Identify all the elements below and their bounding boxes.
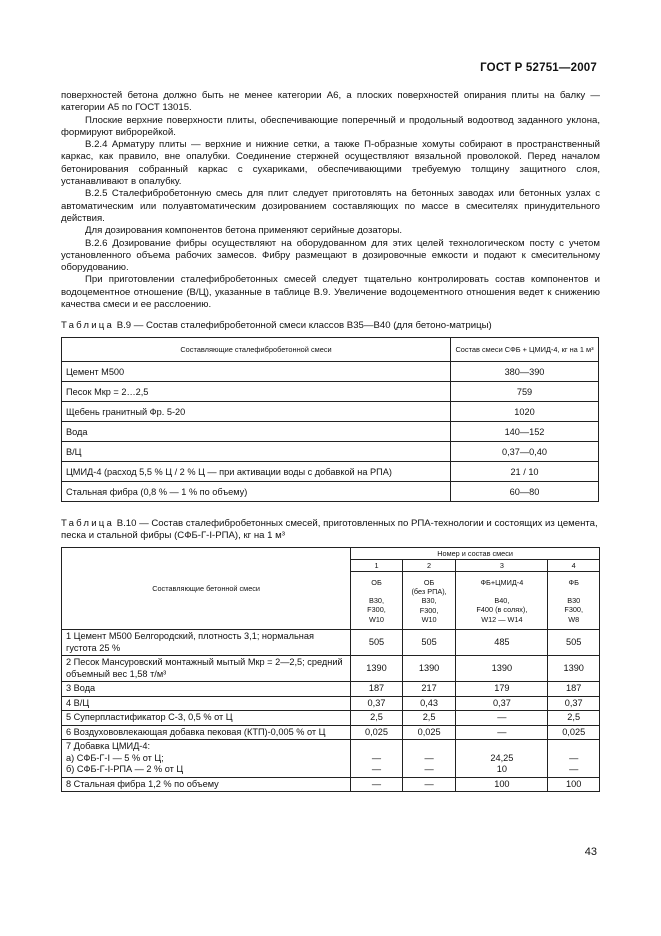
cell: 2,5	[402, 711, 456, 726]
cell	[402, 740, 456, 778]
table-row	[62, 362, 599, 382]
table10-caption-text: В.10 — Состав сталефибробетонных смесей, приготовленных по РПА-технологии и состоящих из цемента, песка и стальной фибры (СФБ-Г-I-РПА), кг на 1 м³	[61, 518, 598, 542]
column-description	[548, 572, 600, 630]
cell: 5 Суперпластификатор С-3, 0,5 % от Ц	[62, 711, 351, 726]
desc-line: F300,	[419, 605, 439, 615]
desc-line: F300,	[564, 605, 584, 615]
document-id-header: ГОСТ Р 52751—2007	[480, 62, 597, 74]
cell	[548, 740, 600, 778]
column-description	[456, 572, 548, 630]
desc-line: ФБ+ЦМИД-4	[480, 578, 524, 587]
desc-line: В30,	[368, 596, 384, 606]
cell: 2 Песок Мансуровский монтажный мытый Мкр = 2—2,5; средний объемный вес 1,58 т/м³	[62, 656, 351, 682]
paragraph: В.2.6 Дозирование фибры осуществляют на оборудованном для этих целей технологическом посту с учетом установленного объема рабочих замесов. Фибру размещают в дозировочные емкости и подают к смесительному оборудованию.	[61, 237, 600, 274]
cell: 0,025	[548, 725, 600, 740]
cell: 0,37	[456, 696, 548, 711]
desc-line: W12 — W14	[481, 614, 523, 624]
desc-line: W10	[421, 614, 437, 624]
table10-caption	[61, 518, 600, 543]
cell: 1390	[351, 656, 403, 682]
desc-line: ОБ	[371, 578, 382, 587]
paragraph: В.2.5 Сталефибробетонную смесь для плит следует приготовлять на бетонных заводах или бетонных узлах с автоматическим или полуавтоматическим дозированием составляющих по массе в смесителях принудительного действия.	[61, 188, 600, 224]
desc-line: F300,	[367, 605, 386, 615]
table-label: Таблица	[61, 518, 115, 529]
cell: 1390	[548, 656, 600, 682]
cell: 1 Цемент М500 Белгородский, плотность 3,1; нормальная густота 25 %	[62, 630, 351, 656]
column-number: 4	[548, 560, 600, 572]
cell: —	[456, 711, 548, 726]
paragraph: Для дозирования компонентов бетона применяют серийные дозаторы.	[85, 225, 403, 237]
value: 10	[496, 764, 507, 775]
desc-line: В30,	[421, 596, 437, 606]
body-text	[61, 90, 600, 311]
cell: Цемент М500	[62, 362, 451, 382]
value: —	[569, 752, 579, 763]
cell: Песок Мкр = 2…2,5	[62, 382, 451, 402]
table-b10	[61, 547, 600, 792]
cell: Щебень гранитный Фр. 5-20	[62, 402, 451, 422]
cell: 2,5	[351, 711, 403, 726]
table-b9	[61, 337, 599, 502]
cell: 505	[548, 630, 600, 656]
cell: 380—390	[451, 362, 599, 382]
desc-line: W8	[568, 614, 580, 624]
cell: 505	[351, 630, 403, 656]
value: —	[424, 764, 434, 775]
table-row	[62, 382, 599, 402]
table-row	[62, 656, 600, 682]
cell: 100	[548, 777, 600, 792]
value: —	[371, 764, 382, 775]
cell	[62, 740, 351, 778]
row-subitem: б) СФБ-Г-I-РПА — 2 % от Ц	[66, 764, 184, 775]
cell: ЦМИД-4 (расход 5,5 % Ц / 2 % Ц — при активации воды с добавкой на РПА)	[62, 462, 451, 482]
page-number: 43	[584, 846, 597, 858]
cell: 6 Воздухововлекающая добавка пековая (КТП)-0,005 % от Ц	[62, 725, 351, 740]
table-row	[62, 442, 599, 462]
cell: 187	[351, 682, 403, 697]
value: —	[371, 752, 382, 763]
cell: —	[402, 777, 456, 792]
cell: 0,37	[351, 696, 403, 711]
cell: 1390	[402, 656, 456, 682]
cell: 140—152	[451, 422, 599, 442]
column-header: Составляющие сталефибробетонной смеси	[62, 338, 451, 362]
cell: 8 Стальная фибра 1,2 % по объему	[62, 777, 351, 792]
paragraph: Плоские верхние поверхности плиты, обеспечивающие поперечный и продольный водоотвод заданного уклона, формируют виброрейкой.	[61, 114, 600, 138]
table-row	[62, 696, 600, 711]
cell: 217	[402, 682, 456, 697]
cell: 485	[456, 630, 548, 656]
paragraph: В.2.4 Арматуру плиты — верхние и нижние сетки, а также П-образные хомуты собирают в пространственный каркас, как правило, вне опалубки. Соединение стержней осуществляют вязальной проволокой. Перед началом бетонирования собранный каркас с сухариками, обеспечивающими требуемую толщину защитного слоя, устанавливают в опалубку.	[61, 139, 600, 188]
cell: 0,37—0,40	[451, 442, 599, 462]
table-row	[62, 422, 599, 442]
column-number: 2	[402, 560, 456, 572]
table-row	[62, 740, 600, 778]
cell: 505	[402, 630, 456, 656]
row-subitem: а) СФБ-Г-I — 5 % от Ц;	[66, 752, 164, 763]
desc-line: F400 (в солях),	[476, 605, 528, 615]
cell: —	[351, 777, 403, 792]
table-row	[62, 402, 599, 422]
desc-line	[353, 587, 400, 596]
desc-line: ФБ	[568, 578, 579, 587]
cell: 21 / 10	[451, 462, 599, 482]
table-header-row	[62, 338, 599, 362]
table-row	[62, 725, 600, 740]
table-row	[62, 630, 600, 656]
cell: Вода	[62, 422, 451, 442]
table-row	[62, 482, 599, 502]
column-number: 3	[456, 560, 548, 572]
column-number: 1	[351, 560, 403, 572]
paragraph: поверхностей бетона должно быть не менее категории А6, а плоских поверхностей опирания плиты на балку — категории А5 по ГОСТ 13015.	[61, 90, 600, 114]
cell: 100	[456, 777, 548, 792]
cell: 0,025	[351, 725, 403, 740]
cell	[351, 740, 403, 778]
value: 24,25	[490, 752, 514, 763]
desc-line: (без РПА),	[411, 587, 447, 597]
desc-line: W10	[368, 614, 384, 624]
column-description	[351, 572, 403, 630]
table-row	[62, 682, 600, 697]
cell: —	[456, 725, 548, 740]
value: —	[424, 752, 434, 763]
table-header-row	[62, 548, 600, 560]
cell: 759	[451, 382, 599, 402]
cell: 4 В/Ц	[62, 696, 351, 711]
table9-caption	[61, 320, 600, 332]
group-header: Номер и состав смеси	[351, 548, 600, 560]
table-row	[62, 711, 600, 726]
cell: 0,025	[402, 725, 456, 740]
desc-line	[458, 587, 545, 596]
cell: 2,5	[548, 711, 600, 726]
cell: 0,37	[548, 696, 600, 711]
table9-caption-text: В.9 — Состав сталефибробетонной смеси классов В35—В40 (для бетоно-матрицы)	[116, 320, 492, 331]
cell	[456, 740, 548, 778]
desc-line: В30	[567, 596, 581, 606]
row-title: 7 Добавка ЦМИД-4:	[66, 741, 151, 752]
cell: 1390	[456, 656, 548, 682]
paragraph: При приготовлении сталефибробетонных смесей следует тщательно контролировать состав компонентов и водоцементное отношение (В/Ц), указанные в таблице В.9. Увеличение водоцементного отношения ведет к снижению качества смеси и ее расслоению.	[61, 274, 600, 311]
column-description	[402, 572, 456, 630]
table-label: Таблица	[61, 320, 115, 331]
column-header: Составляющие бетонной смеси	[62, 548, 351, 630]
desc-line: В40,	[494, 596, 510, 606]
cell: 3 Вода	[62, 682, 351, 697]
table-row	[62, 777, 600, 792]
cell: В/Ц	[62, 442, 451, 462]
column-header: Состав смеси СФБ + ЦМИД-4, кг на 1 м³	[451, 338, 599, 362]
cell: 60—80	[451, 482, 599, 502]
value: —	[569, 764, 579, 775]
cell: 0,43	[402, 696, 456, 711]
cell: 187	[548, 682, 600, 697]
cell: 179	[456, 682, 548, 697]
desc-line	[550, 587, 597, 596]
cell: 1020	[451, 402, 599, 422]
cell: Стальная фибра (0,8 % — 1 % по объему)	[62, 482, 451, 502]
table-row	[62, 462, 599, 482]
desc-line: ОБ	[423, 577, 435, 587]
